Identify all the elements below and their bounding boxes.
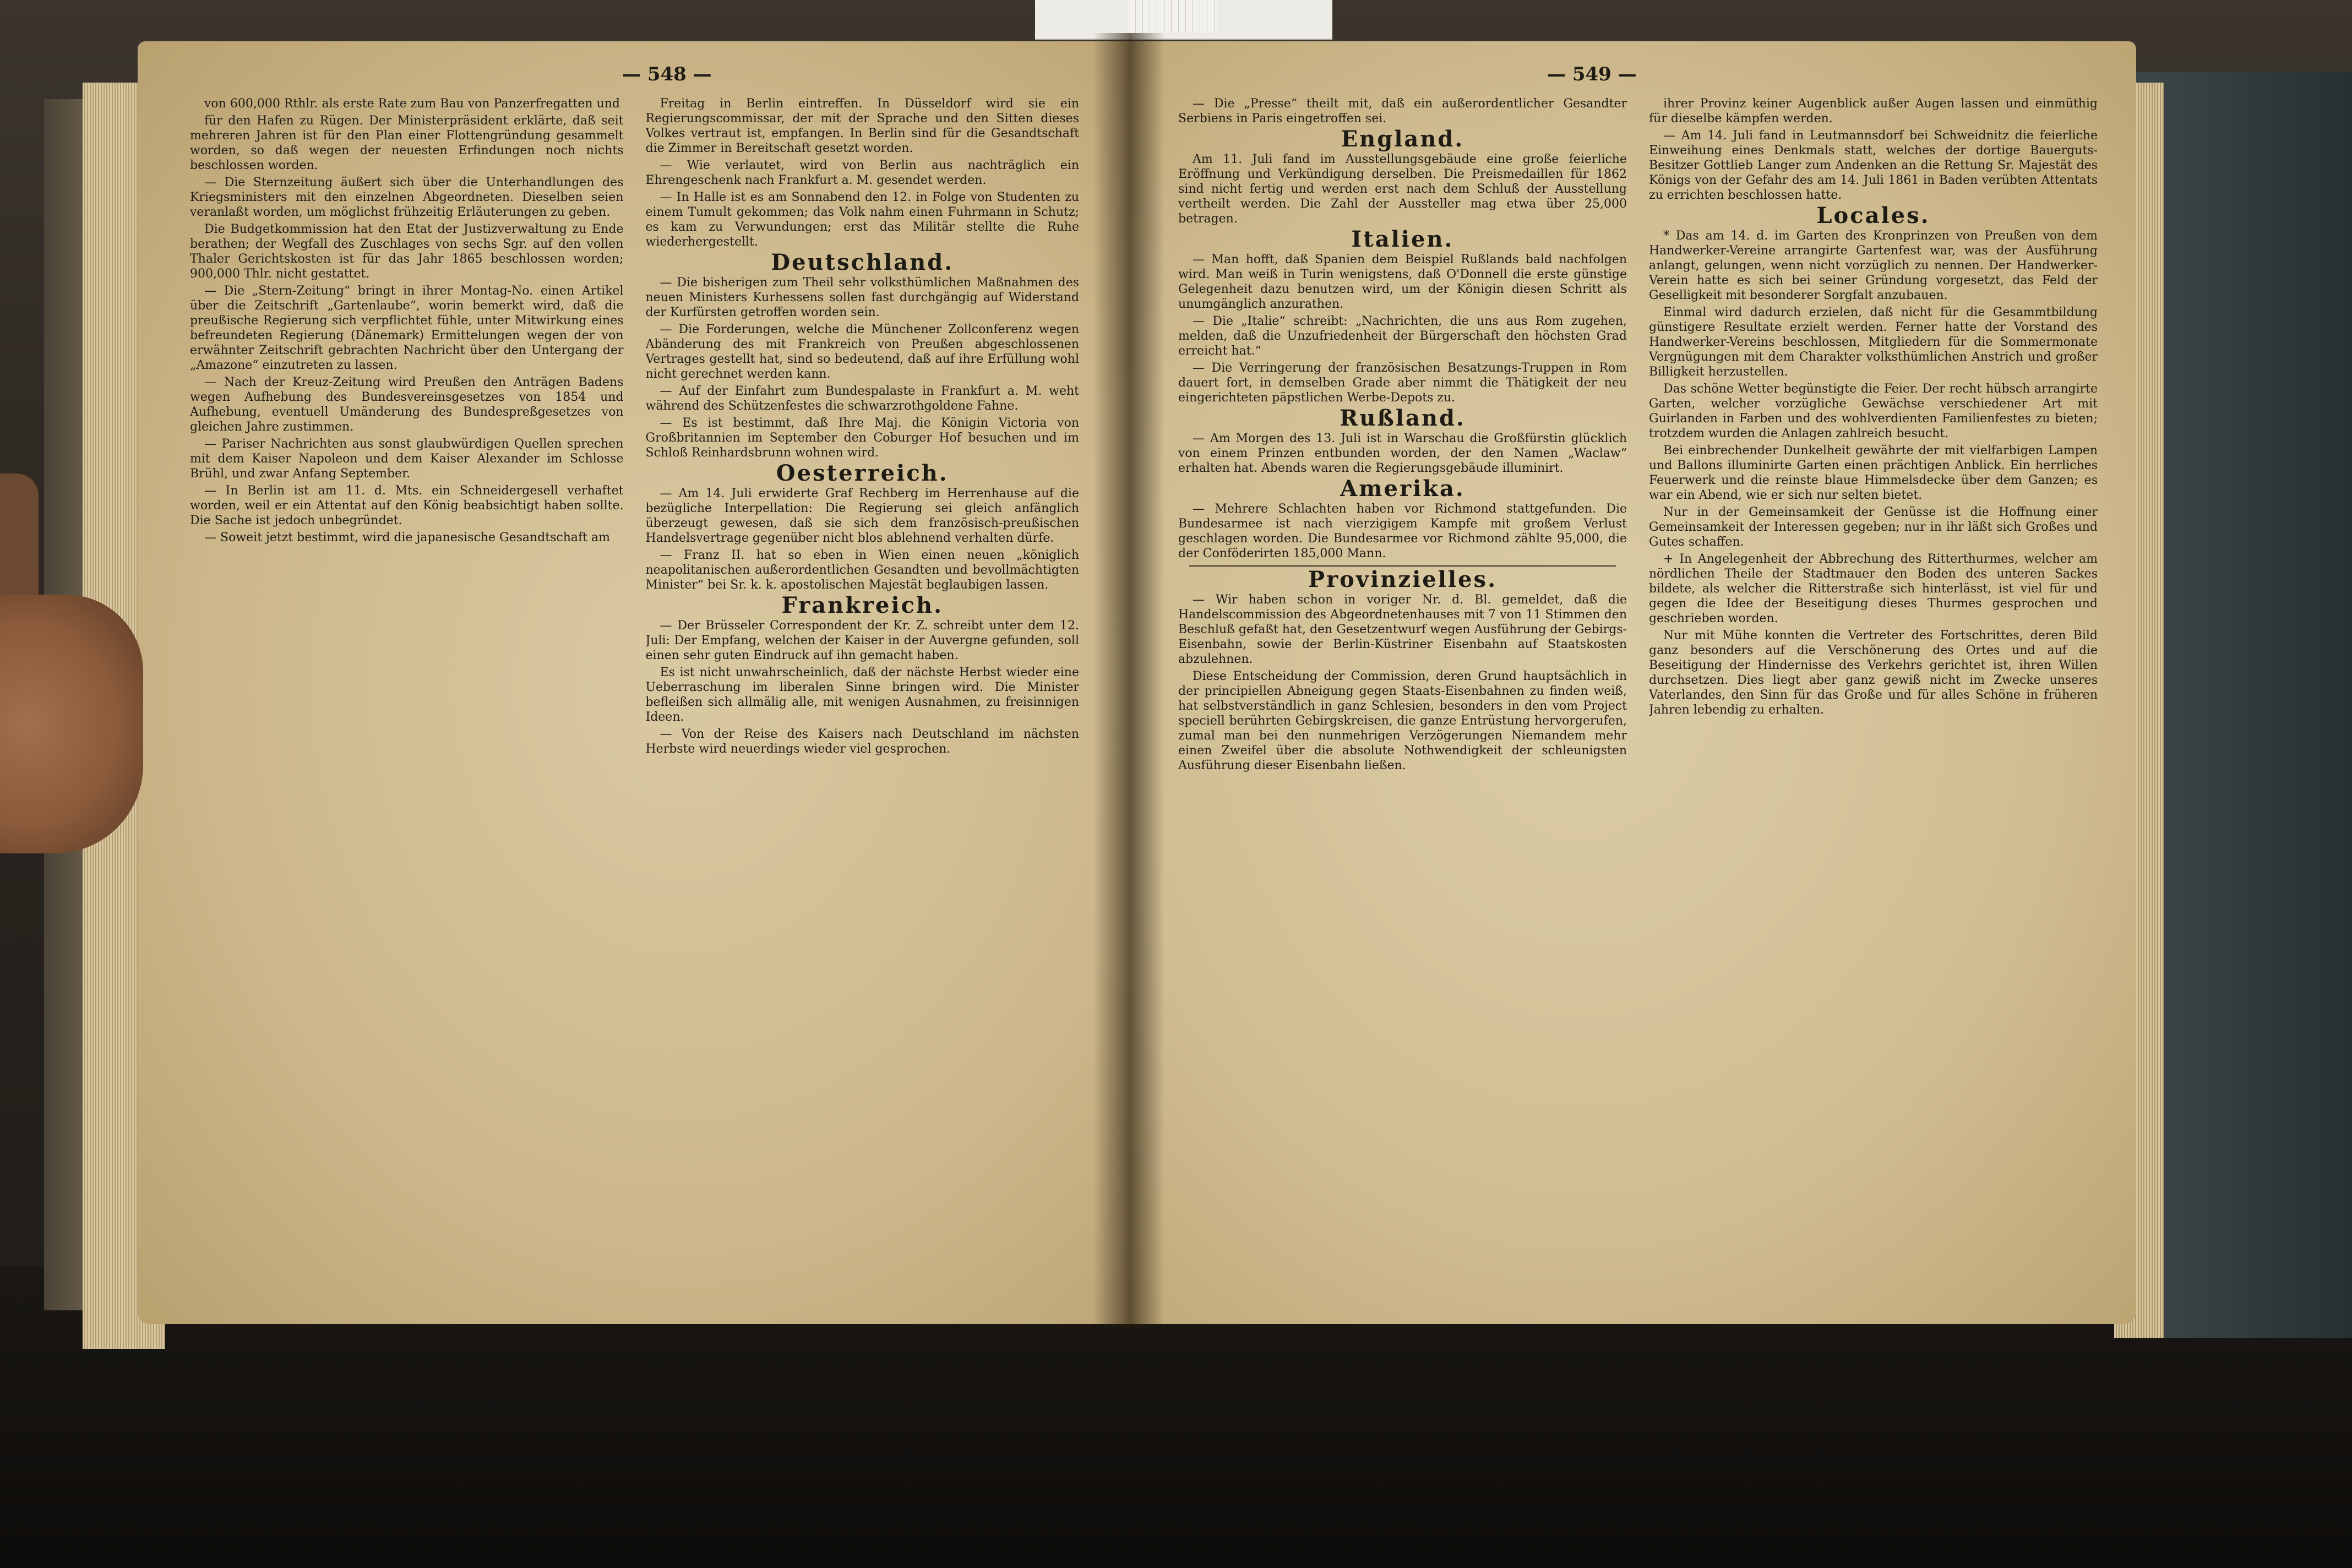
paragraph: — Die „Stern-Zeitung“ bringt in ihrer Montag-No. einen Artikel über die Zeitschrift „Gartenlaube“, worin bemerkt wird, daß die preußische Regierung sich verpflichtet fühle, unter Mitwirkung eines befreundeten Regierung (Dänemark) Ermittelungen wegen der von erwähnter Zeitschrift gebrachten Nachricht über den Untergang der „Amazone“ einzutreten zu lassen.: [190, 284, 624, 372]
paragraph: — Wie verlautet, wird von Berlin aus nachträglich ein Ehrengeschenk nach Frankfurt a. M. gesendet werden.: [645, 159, 1079, 187]
left-page-columns: [190, 96, 1079, 1302]
section-heading-amerika: Amerika.: [1340, 476, 1465, 502]
paragraph: Das schöne Wetter begünstigte die Feier. Der recht hübsch arrangirte Garten, welcher vorzügliche Gewächse verschiedener Art mit Guirlanden in Farben und des wohlverdienten Familienfestes zu bieten; trotzdem wurden die Anlagen zahlreich besucht.: [1649, 382, 2098, 440]
section-heading-deutschland: Deutschland.: [771, 249, 954, 275]
paragraph: — Es ist bestimmt, daß Ihre Maj. die Königin Victoria von Großbritannien im September den Coburger Hof besuchen und im Schloß Reinhardsbrunn wohnen wird.: [645, 416, 1079, 460]
paragraph: — Die „Italie“ schreibt: „Nachrichten, die uns aus Rom zugehen, melden, daß die Unzufriedenheit der Bürgerschaft den höchsten Grad erreicht hat.“: [1178, 314, 1627, 358]
left-column-1: [190, 96, 624, 1302]
paragraph: — Von der Reise des Kaisers nach Deutschland im nächsten Herbste wird neuerdings wieder viel gesprochen.: [645, 727, 1079, 756]
page-number-right: — 549 —: [1547, 63, 1637, 85]
paragraph: Die Budgetkommission hat den Etat der Justizverwaltung zu Ende berathen; der Wegfall des Zuschlages von sechs Sgr. auf den vollen Thaler Gerichtskosten ist für das Jahr 1865 beschlossen worden; 900,000 Thlr. nicht gestattet.: [190, 222, 624, 281]
paragraph: — In Halle ist es am Sonnabend den 12. in Folge von Studenten zu einem Tumult gekommen; das Volk nahm einen Fuhrmann in Schutz; es kam zu Verwundungen; erst das Militär stellte die Ruhe wiederhergestellt.: [645, 190, 1079, 249]
book-cover-right: [2136, 72, 2352, 1338]
section-heading-locales: Locales.: [1816, 203, 1930, 228]
paragraph: — Auf der Einfahrt zum Bundespalaste in Frankfurt a. M. weht während des Schützenfestes die schwarzrothgoldene Fahne.: [645, 384, 1079, 413]
section-heading-frankreich: Frankreich.: [781, 592, 944, 618]
paragraph: für den Hafen zu Rügen. Der Ministerpräsident erklärte, daß seit mehreren Jahren ist für den Plan einer Flottengründung gesammelt worden, so daß wegen der neuesten Erfindungen noch nichts beschlossen worden.: [190, 114, 624, 172]
paragraph: — Die Forderungen, welche die Münchener Zollconferenz wegen Abänderung des mit Frankreich von Preußen abgeschlossenen Vertrages gestellt hat, sind so bedeutend, daß auf ihre Erfüllung wohl nicht gerechnet werden kann.: [645, 323, 1079, 381]
paragraph: ihrer Provinz keiner Augenblick außer Augen lassen und einmüthig für dieselbe kämpfen werden.: [1649, 97, 2098, 126]
section-heading-oesterreich: Oesterreich.: [776, 460, 949, 486]
paragraph: — In Berlin ist am 11. d. Mts. ein Schneidergesell verhaftet worden, weil er ein Attentat auf den König beabsichtigt haben sollte. Die Sache ist jedoch unbegründet.: [190, 484, 624, 527]
paragraph: — Am 14. Juli erwiderte Graf Rechberg im Herrenhause auf die bezügliche Interpellation: Die Regierung sei gleich anfänglich überzeugt gewesen, daß sie sich dem französisch-preußischen Handelsvertrage gegenüber nicht blos ablehnend verhalten dürfe.: [645, 487, 1079, 545]
paragraph: — Mehrere Schlachten haben vor Richmond stattgefunden. Die Bundesarmee ist nach vierzigigem Kampfe mit großem Verlust geschlagen worden. Die Bundesarmee vor Richmond zählte 95,000, die der Conföderirten 185,000 Mann.: [1178, 502, 1627, 560]
paragraph: — Soweit jetzt bestimmt, wird die japanesische Gesandtschaft am: [204, 531, 610, 545]
section-heading-england: England.: [1341, 126, 1464, 152]
paragraph: — Nach der Kreuz-Zeitung wird Preußen den Anträgen Badens wegen Aufhebung des Bundesvereinsgesetzes von 1854 und Aufhebung, eventuell Umänderung des Bundespreßgesetzes von gleichen Jahre zustimmen.: [190, 375, 624, 434]
paragraph: Einmal wird dadurch erzielen, daß nicht für die Gesammtbildung günstigere Resultate erzielt werden. Ferner hatte der Vorstand des Handwerker-Vereins beschlossen, Mitgliedern für die Sommermonate Vergnügungen mit dem Charakter volksthümlichen Anstrich und großer Billigkeit herzustellen.: [1649, 306, 2098, 379]
paragraph: — Die Sternzeitung äußert sich über die Unterhandlungen des Kriegsministers mit den einzelnen Abgeordneten. Dieselben seien veranlaßt worden, um möglichst frühzeitig Erläuterungen zu geben.: [190, 176, 624, 219]
paragraph: Bei einbrechender Dunkelheit gewährte der mit vielfarbigen Lampen und Ballons illuminirte Garten einen prächtigen Anblick. Ein herrliches Feuerwerk und die reinste blaue Himmelsdecke über dem Ganzen; es war ein Abend, wie er sich nur selten bietet.: [1649, 444, 2098, 502]
paragraph: — Pariser Nachrichten aus sonst glaubwürdigen Quellen sprechen mit dem Kaiser Napoleon und dem Kaiser Alexander im Schlosse Brühl, und zwar Anfang September.: [190, 437, 624, 481]
hand-thumb: [0, 595, 143, 853]
paragraph: — Wir haben schon in voriger Nr. d. Bl. gemeldet, daß die Handelscommission des Abgeordnetenhauses mit 7 von 11 Stimmen den Beschluß gefaßt hat, den Gesetzentwurf wegen Ausführung der Gebirgs-Eisenbahn, sowie der Berlin-Küstriner Eisenbahn auf Staatskosten abzulehnen.: [1178, 593, 1627, 666]
paragraph: Am 11. Juli fand im Ausstellungsgebäude eine große feierliche Eröffnung und Verkündigung derselben. Die Preismedaillen für 1862 sind nicht fertig und werden erst nach dem Schluß der Ausstellung vertheilt werden. Die Zahl der Aussteller mag etwa über 25,000 betragen.: [1178, 153, 1627, 226]
page-number-left: — 548 —: [622, 63, 712, 85]
book-gutter-shadow: [1093, 33, 1164, 1327]
left-column-2: [646, 96, 1080, 1302]
paragraph: — Franz II. hat so eben in Wien einen neuen „königlich neapolitanischen außerordentlichen Gesandten und bevollmächtigten Minister“ bei Sr. k. k. apostolischen Majestät beglaubigen lassen.: [645, 548, 1079, 592]
paragraph: — Die Verringerung der französischen Besatzungs-Truppen in Rom dauert fort, in demselben Grade aber nimmt die Thätigkeit der neu eingerichteten päpstlichen Werbe-Depots zu.: [1178, 361, 1627, 405]
section-heading-provinzielles: Provinzielles.: [1308, 567, 1497, 592]
paragraph: — Die „Presse“ theilt mit, daß ein außerordentlicher Gesandter Serbiens in Paris eingetroffen sei.: [1178, 97, 1627, 126]
paragraph: — Am Morgen des 13. Juli ist in Warschau die Großfürstin glücklich von einem Prinzen entbunden worden, der den Namen „Waclaw“ erhalten hat. Abends waren die Regierungsgebäude illuminirt.: [1178, 432, 1627, 475]
paragraph: — Der Brüsseler Correspondent der Kr. Z. schreibt unter dem 12. Juli: Der Empfang, welchen der Kaiser in der Auvergne gefunden, soll einen sehr guten Eindruck auf ihn gemacht haben.: [645, 619, 1079, 662]
paragraph: + In Angelegenheit der Abbrechung des Ritterthurmes, welcher am nördlichen Theile der Stadtmauer den Boden des unteren Sackes bildete, als welcher die Ritterstraße sich hinterlässt, ist viel für und gegen die Idee der Beseitigung dieses Thurmes gesprochen und geschrieben worden.: [1649, 552, 2098, 625]
paragraph: Nur in der Gemeinsamkeit der Genüsse ist die Hoffnung einer Gemeinsamkeit der Interessen gegeben; nur in ihr läßt sich Großes und Gutes schaffen.: [1649, 505, 2098, 549]
right-page-columns: [1178, 96, 2098, 1302]
paragraph: Nur mit Mühe konnten die Vertreter des Fortschrittes, deren Bild ganz besonders auf die Verschönerung des Ortes und auf die Beseitigung der Hindernisse des Verkehrs gerichtet ist, ihren Willen durchsetzen. Dies liegt aber ganz gewiß nicht im Zwecke unseres Vaterlandes, den Sinn für das Große und für alles Schöne in früheren Jahren lebendig zu erhalten.: [1649, 629, 2098, 717]
right-page: [1129, 41, 2136, 1324]
grid-paper-slip: [1129, 0, 1217, 33]
right-column-2: [1649, 96, 2098, 1302]
left-page: [138, 41, 1129, 1324]
section-heading-italien: Italien.: [1351, 226, 1454, 252]
right-column-1: [1178, 96, 1627, 1302]
paragraph: Freitag in Berlin eintreffen. In Düsseldorf wird sie ein Regierungscommissar, der mit der Sprache und den Sitten dieses Volkes vertraut ist, empfangen. In Berlin sind für die Gesandtschaft die Zimmer in Bereitschaft gesetzt worden.: [645, 97, 1079, 155]
section-heading-russland: Rußland.: [1340, 405, 1466, 431]
paragraph: * Das am 14. d. im Garten des Kronprinzen von Preußen von dem Handwerker-Vereine arrangirte Gartenfest war, was der Ausführung anlangt, gelungen, wenn nicht vorzüglich zu nennen. Der Handwerker-Verein hatte es sich bei seiner Gründung vorgesetzt, das Feld der Geselligkeit mit besonderer Sorgfalt anzubauen.: [1649, 229, 2098, 302]
paragraph: — Die bisherigen zum Theil sehr volksthümlichen Maßnahmen des neuen Ministers Kurhessens sollen fast durchgängig auf Widerstand der Kurfürsten getroffen worden sein.: [645, 276, 1079, 319]
paragraph: Es ist nicht unwahrscheinlich, daß der nächste Herbst wieder eine Ueberraschung im liberalen Sinne bringen wird. Die Minister befleißen sich allmälig alle, mit wenigen Ausnahmen, zu freisinnigen Ideen.: [645, 666, 1079, 724]
paragraph: — Am 14. Juli fand in Leutmannsdorf bei Schweidnitz die feierliche Einweihung eines Denkmals statt, welches der dortige Bauerguts-Besitzer Gottlieb Langer zum Andenken an die Rettung Sr. Majestät des Königs von der Gefahr des am 14. Juli 1861 in Baden verübten Attentats zu errichten beschlossen hatte.: [1649, 129, 2098, 202]
paragraph: von 600,000 Rthlr. als erste Rate zum Bau von Panzerfregatten und: [204, 97, 620, 111]
paragraph: Diese Entscheidung der Commission, deren Grund hauptsächlich in der principiellen Abneigung gegen Staats-Eisenbahnen zu finden weiß, hat selbstverständlich in ganz Schlesien, besonders in den vom Project speciell berührten Gebirgskreisen, die ganze Entrüstung hervorgerufen, zumal man bei den nunmehrigen Verzögerungen Niemandem mehr einen Zweifel über die absolute Nothwendigkeit der schleunigsten Ausführung dieser Eisenbahn ließen.: [1178, 669, 1627, 772]
paragraph: — Man hofft, daß Spanien dem Beispiel Rußlands bald nachfolgen wird. Man weiß in Turin wenigstens, daß O'Donnell die erste günstige Gelegenheit dazu benutzen wird, um der Königin diesen Schritt als unumgänglich anzurathen.: [1178, 253, 1627, 311]
